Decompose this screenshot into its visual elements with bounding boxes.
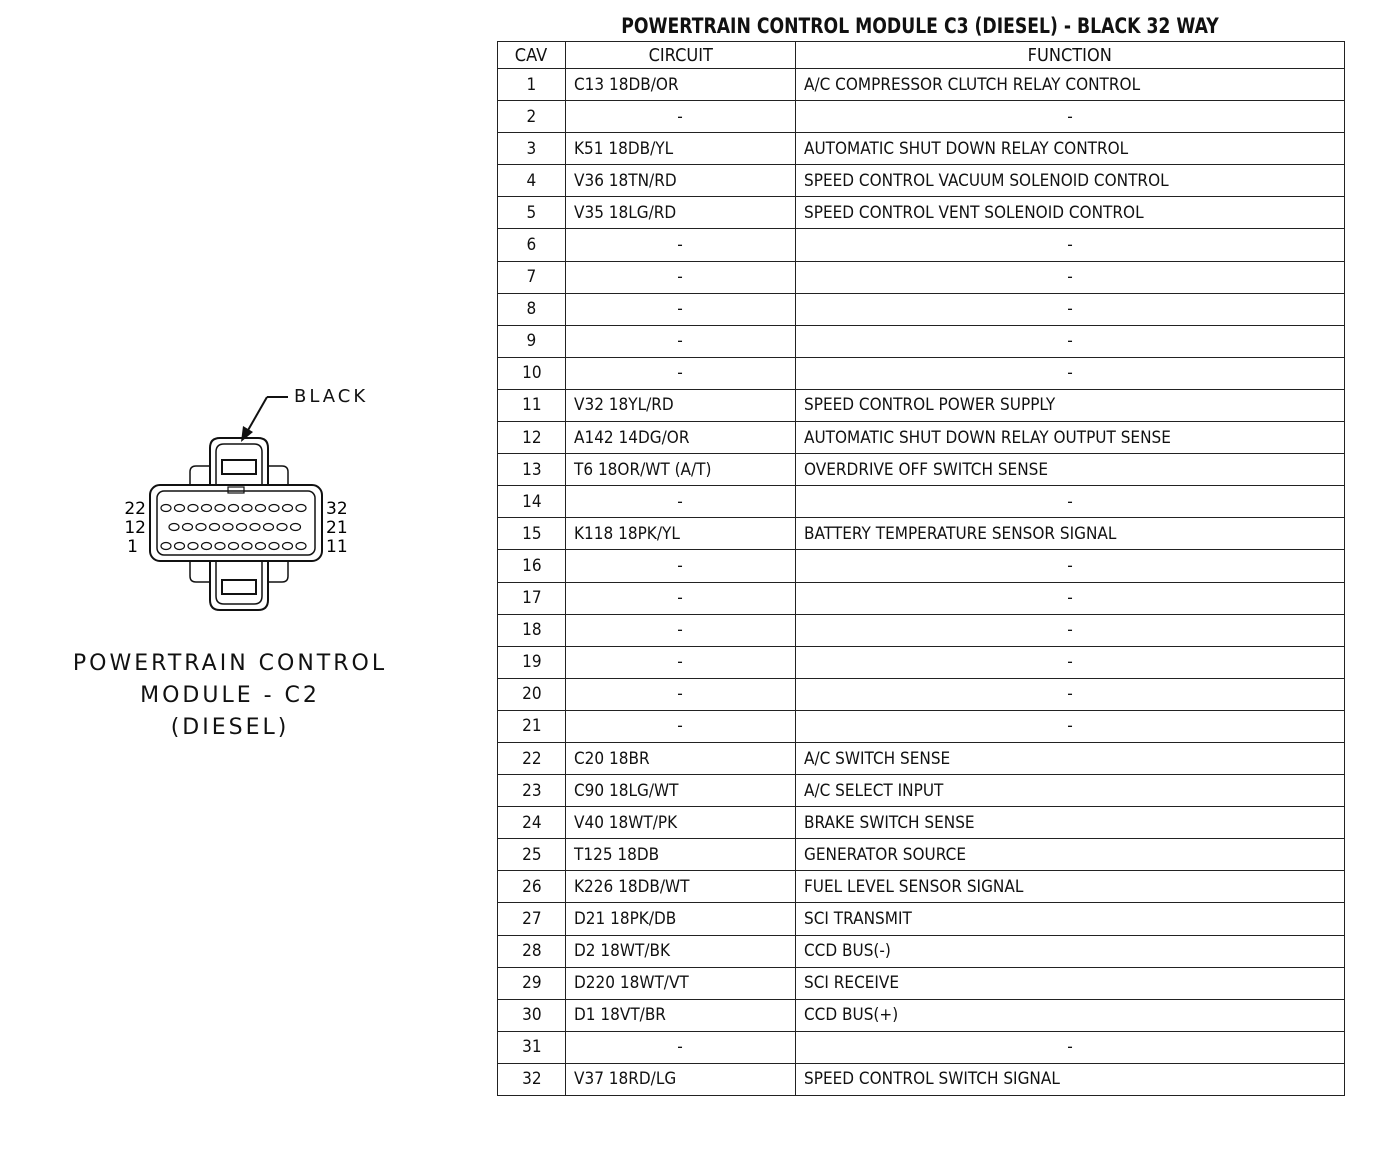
function-cell: SCI TRANSMIT	[796, 903, 1345, 935]
circuit-cell: V40 18WT/PK	[566, 807, 796, 839]
table-row	[498, 999, 1345, 1031]
circuit-cell: D2 18WT/BK	[566, 935, 796, 967]
pin-hole	[229, 543, 239, 550]
cav-cell: 14	[498, 486, 566, 518]
function-cell: -	[796, 582, 1345, 614]
cav-cell: 21	[498, 710, 566, 742]
function-cell: SCI RECEIVE	[796, 967, 1345, 999]
cav-cell: 15	[498, 518, 566, 550]
function-cell: GENERATOR SOURCE	[796, 839, 1345, 871]
caption-line-2: MODULE - C2	[140, 683, 320, 708]
pin-hole	[215, 543, 225, 550]
pin-hole	[210, 524, 220, 531]
cav-cell: 1	[498, 69, 566, 101]
table-row	[498, 454, 1345, 486]
pin-hole	[283, 505, 293, 512]
pin-hole	[175, 543, 185, 550]
table-row	[498, 550, 1345, 582]
cav-cell: 6	[498, 229, 566, 261]
table-row	[498, 710, 1345, 742]
table-row	[498, 261, 1345, 293]
circuit-cell: C20 18BR	[566, 742, 796, 774]
table-row	[498, 839, 1345, 871]
circuit-cell: V35 18LG/RD	[566, 197, 796, 229]
table-row	[498, 967, 1345, 999]
pin-hole	[264, 524, 274, 531]
table-row	[498, 582, 1345, 614]
function-cell: -	[796, 325, 1345, 357]
cav-cell: 30	[498, 999, 566, 1031]
pin-hole	[169, 524, 179, 531]
circuit-cell: K118 18PK/YL	[566, 518, 796, 550]
caption-line-1: POWERTRAIN CONTROL	[72, 651, 388, 676]
pin-label-21: 21	[326, 518, 348, 538]
function-cell: -	[796, 486, 1345, 518]
circuit-cell: D21 18PK/DB	[566, 903, 796, 935]
pin-hole	[291, 524, 301, 531]
table-row	[498, 133, 1345, 165]
function-cell: A/C SWITCH SENSE	[796, 742, 1345, 774]
table-title: POWERTRAIN CONTROL MODULE C3 (DIESEL) - BLACK 32 WAY	[621, 14, 1219, 38]
circuit-cell: -	[566, 646, 796, 678]
pin-hole	[215, 505, 225, 512]
function-cell: SPEED CONTROL VENT SOLENOID CONTROL	[796, 197, 1345, 229]
table-row	[498, 101, 1345, 133]
caption-line-3: (DIESEL)	[170, 715, 290, 740]
connector-face-icon	[60, 380, 400, 640]
pin-hole	[202, 543, 212, 550]
function-cell: A/C SELECT INPUT	[796, 775, 1345, 807]
table-row	[498, 742, 1345, 774]
pin-hole	[161, 543, 171, 550]
pin-hole	[183, 524, 193, 531]
table-row	[498, 871, 1345, 903]
pin-hole	[237, 524, 247, 531]
cav-cell: 22	[498, 742, 566, 774]
function-cell: AUTOMATIC SHUT DOWN RELAY OUTPUT SENSE	[796, 422, 1345, 454]
table-row	[498, 678, 1345, 710]
pin-hole	[229, 505, 239, 512]
table-row	[498, 807, 1345, 839]
circuit-cell: D1 18VT/BR	[566, 999, 796, 1031]
circuit-cell: -	[566, 101, 796, 133]
pin-hole	[277, 524, 287, 531]
table-row	[498, 518, 1345, 550]
table-row	[498, 903, 1345, 935]
cav-cell: 7	[498, 261, 566, 293]
cav-cell: 25	[498, 839, 566, 871]
cav-cell: 12	[498, 422, 566, 454]
cav-cell: 23	[498, 775, 566, 807]
circuit-cell: -	[566, 486, 796, 518]
table-row	[498, 486, 1345, 518]
circuit-cell: K226 18DB/WT	[566, 871, 796, 903]
cav-cell: 9	[498, 325, 566, 357]
table-row	[498, 422, 1345, 454]
table-row	[498, 389, 1345, 421]
function-cell: -	[796, 1031, 1345, 1063]
table-row	[498, 293, 1345, 325]
cav-cell: 29	[498, 967, 566, 999]
table-row	[498, 775, 1345, 807]
function-cell: -	[796, 614, 1345, 646]
pin-hole	[188, 543, 198, 550]
cav-cell: 28	[498, 935, 566, 967]
cav-cell: 32	[498, 1063, 566, 1095]
pin-hole	[242, 505, 252, 512]
circuit-cell: K51 18DB/YL	[566, 133, 796, 165]
table-row	[498, 69, 1345, 101]
circuit-cell: -	[566, 357, 796, 389]
table-row	[498, 229, 1345, 261]
pin-hole	[223, 524, 233, 531]
connector-illustration	[60, 380, 400, 760]
circuit-cell: C90 18LG/WT	[566, 775, 796, 807]
pin-hole	[250, 524, 260, 531]
circuit-cell: -	[566, 229, 796, 261]
function-cell: A/C COMPRESSOR CLUTCH RELAY CONTROL	[796, 69, 1345, 101]
cav-cell: 2	[498, 101, 566, 133]
function-cell: OVERDRIVE OFF SWITCH SENSE	[796, 454, 1345, 486]
function-cell: CCD BUS(+)	[796, 999, 1345, 1031]
cav-cell: 16	[498, 550, 566, 582]
header-row	[498, 42, 1345, 69]
circuit-cell: -	[566, 614, 796, 646]
circuit-cell: V36 18TN/RD	[566, 165, 796, 197]
pin-hole	[161, 505, 171, 512]
circuit-cell: -	[566, 293, 796, 325]
circuit-cell: C13 18DB/OR	[566, 69, 796, 101]
circuit-cell: -	[566, 550, 796, 582]
table-row	[498, 935, 1345, 967]
table-row	[498, 1063, 1345, 1095]
pin-label-32: 32	[326, 499, 348, 519]
cav-cell: 4	[498, 165, 566, 197]
pin-hole	[242, 543, 252, 550]
pin-hole	[269, 505, 279, 512]
function-cell: CCD BUS(-)	[796, 935, 1345, 967]
function-cell: BRAKE SWITCH SENSE	[796, 807, 1345, 839]
table-row	[498, 646, 1345, 678]
table-row	[498, 614, 1345, 646]
circuit-cell: T6 18OR/WT (A/T)	[566, 454, 796, 486]
function-cell: -	[796, 101, 1345, 133]
circuit-cell: D220 18WT/VT	[566, 967, 796, 999]
pinout-table	[497, 41, 1345, 1096]
function-cell: FUEL LEVEL SENSOR SIGNAL	[796, 871, 1345, 903]
cav-cell: 8	[498, 293, 566, 325]
function-cell: SPEED CONTROL VACUUM SOLENOID CONTROL	[796, 165, 1345, 197]
cav-cell: 24	[498, 807, 566, 839]
cav-cell: 26	[498, 871, 566, 903]
cav-cell: 27	[498, 903, 566, 935]
function-cell: SPEED CONTROL SWITCH SIGNAL	[796, 1063, 1345, 1095]
circuit-cell: V32 18YL/RD	[566, 389, 796, 421]
circuit-cell: -	[566, 1031, 796, 1063]
function-cell: -	[796, 357, 1345, 389]
header-cav: CAV	[498, 42, 566, 69]
circuit-cell: -	[566, 261, 796, 293]
cav-cell: 10	[498, 357, 566, 389]
cav-cell: 31	[498, 1031, 566, 1063]
pin-label-11: 11	[326, 537, 348, 557]
function-cell: -	[796, 229, 1345, 261]
table-row	[498, 357, 1345, 389]
cav-cell: 13	[498, 454, 566, 486]
table-row	[498, 325, 1345, 357]
function-cell: -	[796, 261, 1345, 293]
pin-label-12: 12	[124, 518, 146, 538]
function-cell: -	[796, 293, 1345, 325]
circuit-cell: -	[566, 325, 796, 357]
function-cell: -	[796, 550, 1345, 582]
cav-cell: 17	[498, 582, 566, 614]
table-row	[498, 197, 1345, 229]
pin-label-22: 22	[124, 499, 146, 519]
cav-cell: 19	[498, 646, 566, 678]
cav-cell: 20	[498, 678, 566, 710]
table-row	[498, 165, 1345, 197]
circuit-cell: A142 14DG/OR	[566, 422, 796, 454]
header-circuit: CIRCUIT	[566, 42, 796, 69]
cav-cell: 18	[498, 614, 566, 646]
pin-hole	[283, 543, 293, 550]
circuit-cell: -	[566, 582, 796, 614]
cav-cell: 3	[498, 133, 566, 165]
function-cell: -	[796, 646, 1345, 678]
function-cell: BATTERY TEMPERATURE SENSOR SIGNAL	[796, 518, 1345, 550]
pin-hole	[202, 505, 212, 512]
connector-color-label: BLACK	[294, 386, 369, 407]
connector-caption	[60, 648, 400, 744]
pin-hole	[269, 543, 279, 550]
pin-hole	[196, 524, 206, 531]
cav-cell: 5	[498, 197, 566, 229]
header-function: FUNCTION	[796, 42, 1345, 69]
pin-hole	[188, 505, 198, 512]
pin-hole	[256, 543, 266, 550]
pin-hole	[256, 505, 266, 512]
cav-cell: 11	[498, 389, 566, 421]
circuit-cell: V37 18RD/LG	[566, 1063, 796, 1095]
circuit-cell: T125 18DB	[566, 839, 796, 871]
pin-hole	[175, 505, 185, 512]
function-cell: AUTOMATIC SHUT DOWN RELAY CONTROL	[796, 133, 1345, 165]
table-row	[498, 1031, 1345, 1063]
pin-hole	[296, 505, 306, 512]
circuit-cell: -	[566, 678, 796, 710]
function-cell: -	[796, 710, 1345, 742]
circuit-cell: -	[566, 710, 796, 742]
function-cell: SPEED CONTROL POWER SUPPLY	[796, 389, 1345, 421]
pin-label-1: 1	[127, 537, 138, 557]
pin-hole	[296, 543, 306, 550]
function-cell: -	[796, 678, 1345, 710]
